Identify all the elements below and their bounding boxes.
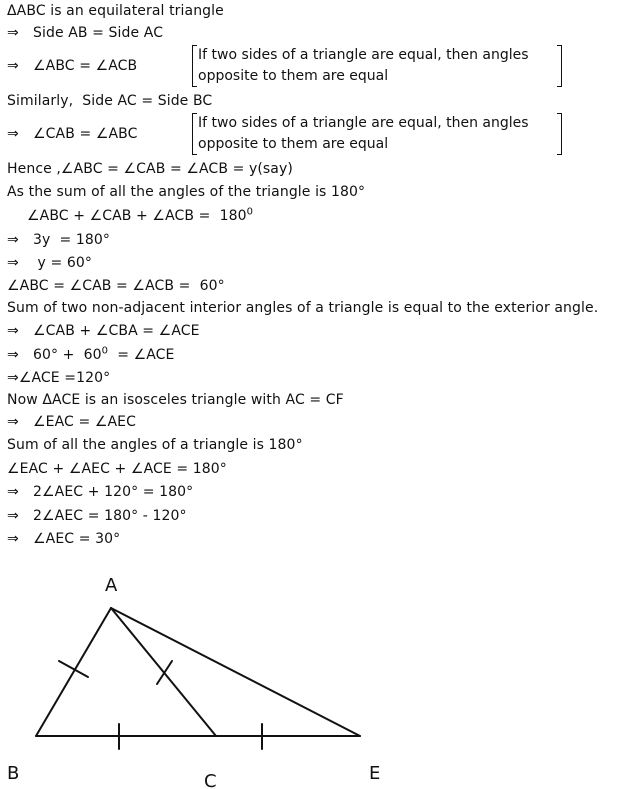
triangle-diagram [0, 560, 625, 789]
implies-symbol: ⇒ [7, 25, 19, 41]
vertex-label-a: A [105, 575, 118, 596]
step-sum-180: Sum of all the angles of a triangle is 180° [7, 437, 303, 453]
side-ae [111, 608, 360, 736]
step-sixty-sum: ⇒ $60^\circ + 60^0$ = ∠ACE [7, 345, 175, 363]
step-hence: Hence ,∠ABC = ∠CAB = ∠ACB = y(say) [7, 161, 293, 177]
implies-symbol: ⇒ [7, 414, 19, 430]
vertex-label-e: E [369, 763, 381, 784]
implies-symbol: ⇒ [7, 484, 19, 500]
step-side-ab-ac: ⇒ Side AB = Side AC [7, 25, 164, 41]
implies-symbol: ⇒ [7, 347, 19, 363]
step-angles-60: ∠ABC = ∠CAB = ∠ACB = 60° [7, 278, 225, 294]
implies-symbol: ⇒ [7, 126, 19, 142]
vertex-label-c: C [204, 771, 217, 789]
step-exterior-angle: Sum of two non-adjacent interior angles of a triangle is equal to the exterior angle. [7, 300, 599, 316]
implies-symbol: ⇒ [7, 232, 19, 248]
step-abc-acb: ⇒ ∠ABC = ∠ACB [7, 58, 138, 74]
step-y-value: ⇒ y = 60° [7, 255, 92, 271]
implies-symbol: ⇒ [7, 531, 19, 547]
step-exterior-equation: ⇒ ∠CAB + ∠CBA = ∠ACE [7, 323, 200, 339]
step-similarly: Similarly, Side AC = Side BC [7, 93, 213, 109]
side-ac [111, 608, 216, 736]
implies-symbol: ⇒ [7, 323, 19, 339]
reason-bracket-1: If two sides of a triangle are equal, then angles opposite to them are equal [192, 45, 562, 87]
step-sum-equation: ∠ABC + ∠CAB + ∠ACB = $180^0$ [27, 206, 254, 224]
step-ace-120: ⇒∠ACE =120° [7, 370, 111, 386]
step-cab-abc: ⇒ ∠CAB = ∠ABC [7, 126, 138, 142]
implies-symbol: ⇒ [7, 255, 19, 271]
reason-bracket-2: If two sides of a triangle are equal, then angles opposite to them are equal [192, 113, 562, 155]
step-2aec-equation: ⇒ 2∠AEC + 120° = 180° [7, 484, 194, 500]
step-isosceles: Now ΔACE is an isosceles triangle with AC = CF [7, 392, 344, 408]
step-aec-result: ⇒ ∠AEC = 30° [7, 531, 121, 547]
implies-symbol: ⇒ [7, 508, 19, 524]
step-2aec-subtract: ⇒ 2∠AEC = 180° - 120° [7, 508, 187, 524]
statement-equilateral: ΔABC is an equilateral triangle [7, 3, 224, 19]
step-3y: ⇒ 3y = 180° [7, 232, 110, 248]
step-eac-aec: ⇒ ∠EAC = ∠AEC [7, 414, 136, 430]
step-sum-equation-2: ∠EAC + ∠AEC + ∠ACE = 180° [7, 461, 227, 477]
implies-symbol: ⇒ [7, 58, 19, 74]
step-angle-sum: As the sum of all the angles of the triangle is 180° [7, 184, 366, 200]
implies-symbol: ⇒ [7, 370, 19, 386]
tick-mark-ab [59, 661, 88, 677]
vertex-label-b: B [7, 763, 20, 784]
side-ab [36, 608, 111, 736]
